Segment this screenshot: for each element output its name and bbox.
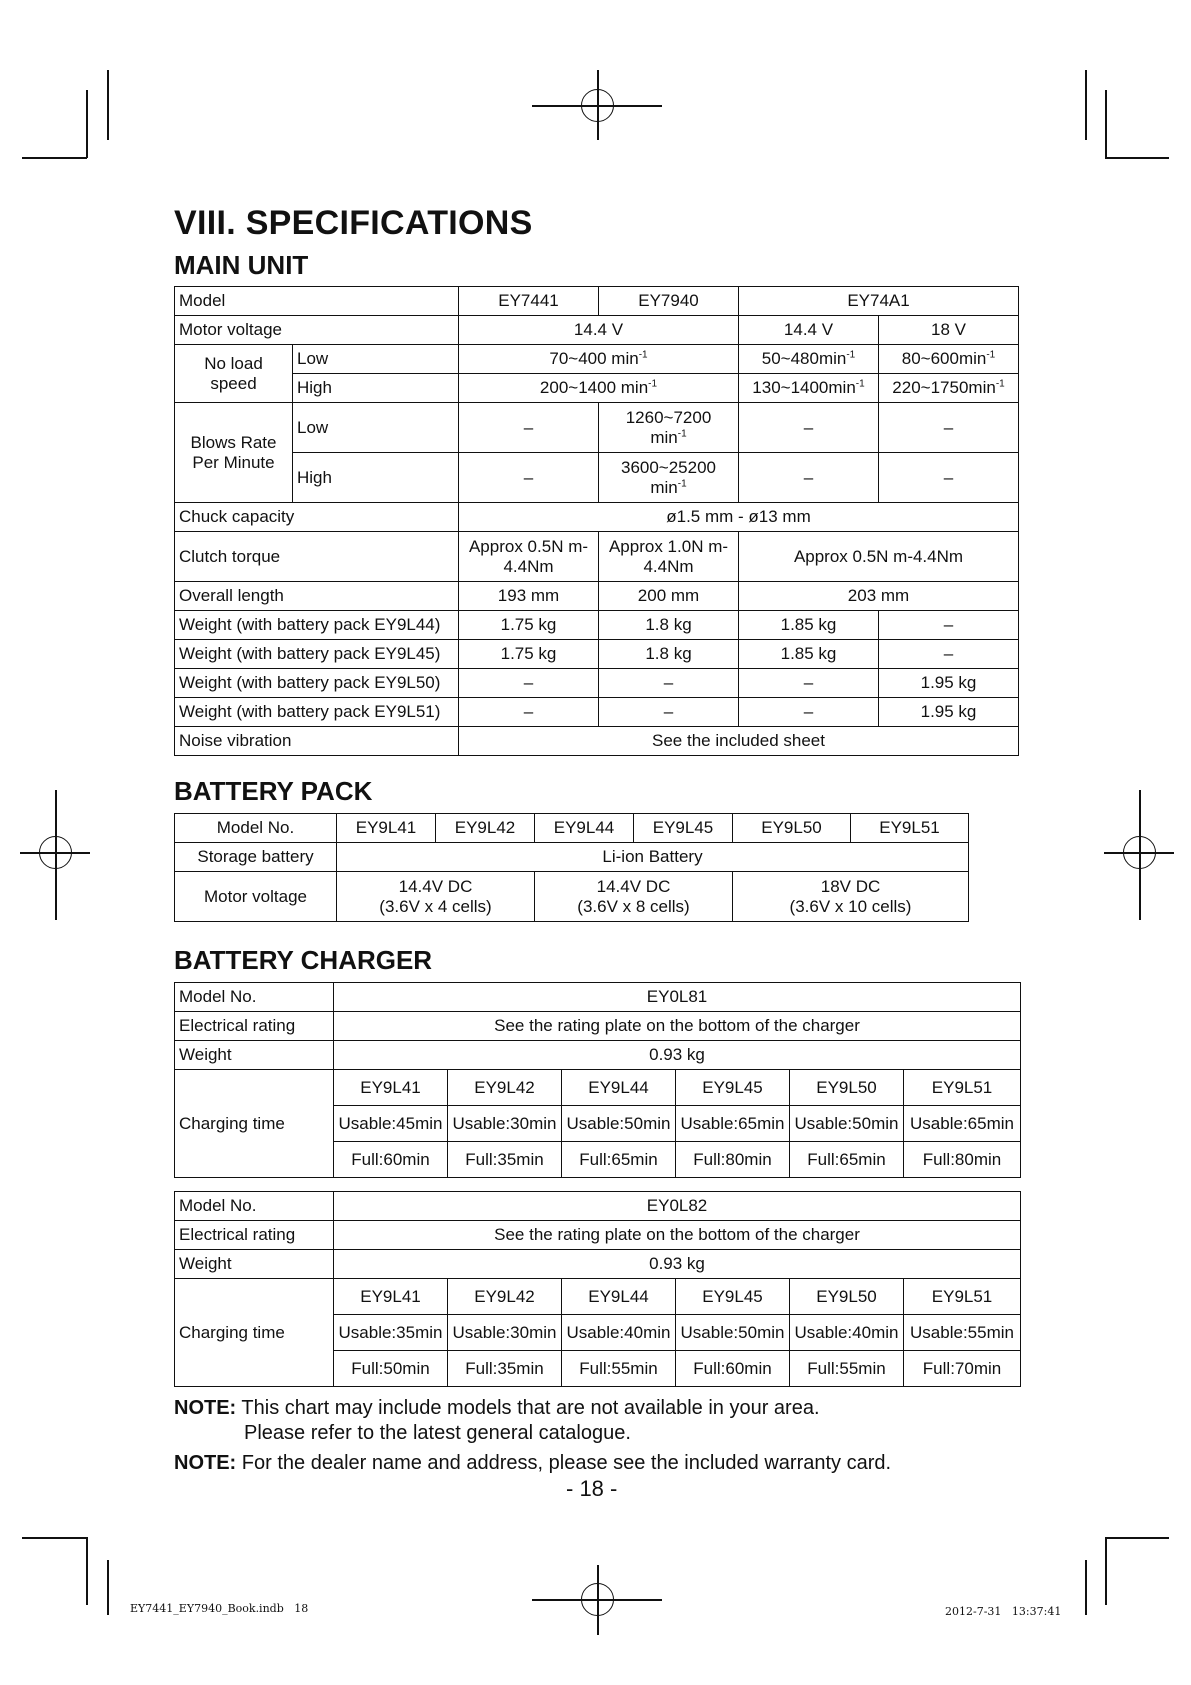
table-row <box>175 814 969 843</box>
row-label: Electrical rating <box>175 1221 334 1250</box>
battery-pack-heading: BATTERY PACK <box>174 776 373 806</box>
table-cell: Usable:45min <box>334 1106 448 1142</box>
table-row <box>175 872 969 922</box>
table-cell <box>879 374 1019 403</box>
table-cell: Full:65min <box>790 1142 904 1178</box>
table-cell: Approx 0.5N m-4.4Nm <box>739 532 1019 582</box>
table-cell: 200 mm <box>599 582 739 611</box>
table-cell: Full:35min <box>448 1351 562 1387</box>
table-cell: EY9L45 <box>676 1279 790 1315</box>
model-cell: EY74A1 <box>739 287 1019 316</box>
main-unit-heading: MAIN UNIT <box>174 250 309 280</box>
row-label: Model No. <box>175 983 334 1012</box>
table-cell: 14.4 V <box>739 316 879 345</box>
table-cell: EY9L51 <box>904 1279 1021 1315</box>
table-cell: EY9L42 <box>448 1279 562 1315</box>
table-cell: Full:35min <box>448 1142 562 1178</box>
table-cell: ø1.5 mm - ø13 mm <box>459 503 1019 532</box>
cell-text: 14.4V DC <box>398 876 473 896</box>
cell-text: (3.6V x 4 cells) <box>379 896 492 916</box>
note-1 <box>174 1397 820 1420</box>
table-cell: EY9L42 <box>436 814 535 843</box>
table-cell: Usable:65min <box>904 1106 1021 1142</box>
table-cell: Approx 0.5N m-4.4Nm <box>459 532 599 582</box>
table-cell: EY9L41 <box>334 1070 448 1106</box>
table-cell: EY9L41 <box>334 1279 448 1315</box>
table-row <box>175 1070 1021 1106</box>
row-label: Chuck capacity <box>175 503 459 532</box>
table-row <box>175 983 1021 1012</box>
row-label: Charging time <box>175 1279 334 1387</box>
table-cell: Full:70min <box>904 1351 1021 1387</box>
note-text: This chart may include models that are not available in your area. <box>241 1397 820 1419</box>
table-row <box>175 503 1019 532</box>
table-cell: EY9L42 <box>448 1070 562 1106</box>
table-cell <box>599 453 739 503</box>
table-cell <box>459 374 739 403</box>
table-row <box>175 1041 1021 1070</box>
table-cell: 1.95 kg <box>879 669 1019 698</box>
row-label: Storage battery <box>175 843 337 872</box>
table-cell: See the rating plate on the bottom of the charger <box>334 1012 1021 1041</box>
table-cell: EY9L45 <box>676 1070 790 1106</box>
table-cell: EY9L44 <box>562 1070 676 1106</box>
table-cell: 193 mm <box>459 582 599 611</box>
table-cell: 203 mm <box>739 582 1019 611</box>
table-cell: EY9L44 <box>535 814 634 843</box>
table-cell: Usable:40min <box>790 1315 904 1351</box>
table-row <box>175 582 1019 611</box>
table-cell: Usable:50min <box>562 1106 676 1142</box>
table-row <box>175 453 1019 503</box>
footer-timestamp: 2012-7-31 13:37:41 <box>945 1605 1062 1618</box>
cell-text: (3.6V x 8 cells) <box>577 896 690 916</box>
row-label: Low <box>293 345 459 374</box>
row-label: Weight (with battery pack EY9L51) <box>175 698 459 727</box>
table-cell: EY9L45 <box>634 814 733 843</box>
motor-voltage-label: Motor voltage <box>175 316 459 345</box>
superscript: -1 <box>995 378 1005 390</box>
table-cell: Full:60min <box>676 1351 790 1387</box>
table-cell: – <box>599 669 739 698</box>
row-label: Weight <box>175 1041 334 1070</box>
table-cell: – <box>739 669 879 698</box>
table-row <box>175 1221 1021 1250</box>
table-cell: Usable:65min <box>676 1106 790 1142</box>
table-cell: See the included sheet <box>459 727 1019 756</box>
table-cell: 1.85 kg <box>739 611 879 640</box>
note-1-line-2: Please refer to the latest general catalogue. <box>244 1422 631 1444</box>
superscript: -1 <box>855 378 865 390</box>
table-cell <box>459 345 739 374</box>
row-label: Overall length <box>175 582 459 611</box>
cell-text: min <box>650 477 678 497</box>
table-cell: 0.93 kg <box>334 1041 1021 1070</box>
battery-charger-heading: BATTERY CHARGER <box>174 945 433 975</box>
table-cell: 1.95 kg <box>879 698 1019 727</box>
cell-text: 3600~25200 <box>620 457 717 477</box>
table-cell: EY0L81 <box>334 983 1021 1012</box>
table-cell: 1.8 kg <box>599 640 739 669</box>
table-cell: 14.4 V <box>459 316 739 345</box>
no-load-speed-label: No load speed <box>175 345 293 403</box>
row-label: Low <box>293 403 459 453</box>
table-row <box>175 1250 1021 1279</box>
table-cell: EY9L51 <box>904 1070 1021 1106</box>
table-row <box>175 287 1019 316</box>
table-cell: Full:50min <box>334 1351 448 1387</box>
model-cell: EY7441 <box>459 287 599 316</box>
row-label: Weight (with battery pack EY9L45) <box>175 640 459 669</box>
table-cell: Usable:50min <box>790 1106 904 1142</box>
table-cell: 1.75 kg <box>459 640 599 669</box>
table-cell: – <box>459 453 599 503</box>
cell-text: 80~600min <box>901 349 987 369</box>
table-cell: 1.75 kg <box>459 611 599 640</box>
page-title: VIII. SPECIFICATIONS <box>174 204 533 242</box>
table-cell: EY9L50 <box>790 1070 904 1106</box>
table-cell: See the rating plate on the bottom of the charger <box>334 1221 1021 1250</box>
row-label: Noise vibration <box>175 727 459 756</box>
table-cell: Usable:50min <box>676 1315 790 1351</box>
table-cell: Full:80min <box>904 1142 1021 1178</box>
table-row <box>175 403 1019 453</box>
table-cell: – <box>879 453 1019 503</box>
table-cell <box>535 872 733 922</box>
table-cell: Approx 1.0N m-4.4Nm <box>599 532 739 582</box>
table-row <box>175 698 1019 727</box>
table-row <box>175 727 1019 756</box>
row-label: Model No. <box>175 814 337 843</box>
page-number: - 18 - <box>566 1476 618 1501</box>
table-cell: EY9L50 <box>733 814 851 843</box>
row-label: High <box>293 374 459 403</box>
table-row <box>175 316 1019 345</box>
table-cell: – <box>879 611 1019 640</box>
table-cell <box>739 374 879 403</box>
superscript: -1 <box>648 378 658 390</box>
table-cell: – <box>459 403 599 453</box>
cell-text: (3.6V x 10 cells) <box>789 896 912 916</box>
cell-text: 70~400 min <box>549 349 639 369</box>
main-unit-table <box>174 286 1019 756</box>
table-cell: Full:55min <box>790 1351 904 1387</box>
model-label: Model <box>175 287 459 316</box>
table-cell: 0.93 kg <box>334 1250 1021 1279</box>
charger-table-ey0l82 <box>174 1191 1021 1387</box>
table-cell: Full:80min <box>676 1142 790 1178</box>
table-cell <box>733 872 969 922</box>
row-label: Electrical rating <box>175 1012 334 1041</box>
row-label: Clutch torque <box>175 532 459 582</box>
table-row <box>175 1012 1021 1041</box>
table-cell: – <box>739 698 879 727</box>
note-2 <box>174 1452 891 1475</box>
table-row <box>175 843 969 872</box>
footer-file: EY7441_EY7940_Book.indb 18 <box>130 1602 309 1615</box>
blows-rate-label: Blows Rate Per Minute <box>175 403 293 503</box>
superscript: -1 <box>677 477 687 489</box>
table-row <box>175 532 1019 582</box>
table-row <box>175 1279 1021 1315</box>
superscript: -1 <box>638 349 648 361</box>
row-label: Weight (with battery pack EY9L44) <box>175 611 459 640</box>
table-cell: Usable:30min <box>448 1315 562 1351</box>
note-label: NOTE: <box>174 1397 237 1419</box>
table-row <box>175 374 1019 403</box>
superscript: -1 <box>677 427 687 439</box>
table-cell: – <box>739 403 879 453</box>
table-cell <box>739 345 879 374</box>
cell-text: 200~1400 min <box>539 378 649 398</box>
note-text: For the dealer name and address, please see the included warranty card. <box>241 1452 892 1474</box>
row-label: High <box>293 453 459 503</box>
table-row <box>175 345 1019 374</box>
table-row <box>175 1192 1021 1221</box>
row-label: Weight (with battery pack EY9L50) <box>175 669 459 698</box>
table-cell: 1.8 kg <box>599 611 739 640</box>
cell-text: 18V DC <box>820 876 881 896</box>
table-cell: – <box>459 698 599 727</box>
table-cell: – <box>879 640 1019 669</box>
row-label: Weight <box>175 1250 334 1279</box>
table-cell: 18 V <box>879 316 1019 345</box>
table-row <box>175 640 1019 669</box>
table-cell: Full:55min <box>562 1351 676 1387</box>
model-cell: EY7940 <box>599 287 739 316</box>
table-cell: Full:65min <box>562 1142 676 1178</box>
table-cell: Usable:35min <box>334 1315 448 1351</box>
table-cell: EY9L41 <box>337 814 436 843</box>
superscript: -1 <box>846 349 856 361</box>
table-cell: – <box>599 698 739 727</box>
table-cell: Full:60min <box>334 1142 448 1178</box>
table-cell: Usable:55min <box>904 1315 1021 1351</box>
table-cell: – <box>459 669 599 698</box>
table-row <box>175 669 1019 698</box>
table-cell <box>599 403 739 453</box>
table-row <box>175 611 1019 640</box>
table-cell: EY9L51 <box>851 814 969 843</box>
cell-text: min <box>650 427 678 447</box>
table-cell: EY9L44 <box>562 1279 676 1315</box>
superscript: -1 <box>986 349 996 361</box>
table-cell <box>337 872 535 922</box>
table-cell: Li-ion Battery <box>337 843 969 872</box>
table-cell: EY9L50 <box>790 1279 904 1315</box>
charger-table-ey0l81 <box>174 982 1021 1178</box>
battery-pack-table <box>174 813 969 922</box>
table-cell: 1.85 kg <box>739 640 879 669</box>
cell-text: 130~1400min <box>752 378 856 398</box>
table-cell: Usable:40min <box>562 1315 676 1351</box>
row-label: Motor voltage <box>175 872 337 922</box>
note-label: NOTE: <box>174 1452 237 1474</box>
row-label: Model No. <box>175 1192 334 1221</box>
table-cell <box>879 345 1019 374</box>
table-cell: Usable:30min <box>448 1106 562 1142</box>
cell-text: 14.4V DC <box>596 876 671 896</box>
cell-text: 1260~7200 <box>625 407 712 427</box>
cell-text: 50~480min <box>761 349 847 369</box>
cell-text: 220~1750min <box>892 378 996 398</box>
row-label: Charging time <box>175 1070 334 1178</box>
table-cell: – <box>879 403 1019 453</box>
table-cell: EY0L82 <box>334 1192 1021 1221</box>
table-cell: – <box>739 453 879 503</box>
